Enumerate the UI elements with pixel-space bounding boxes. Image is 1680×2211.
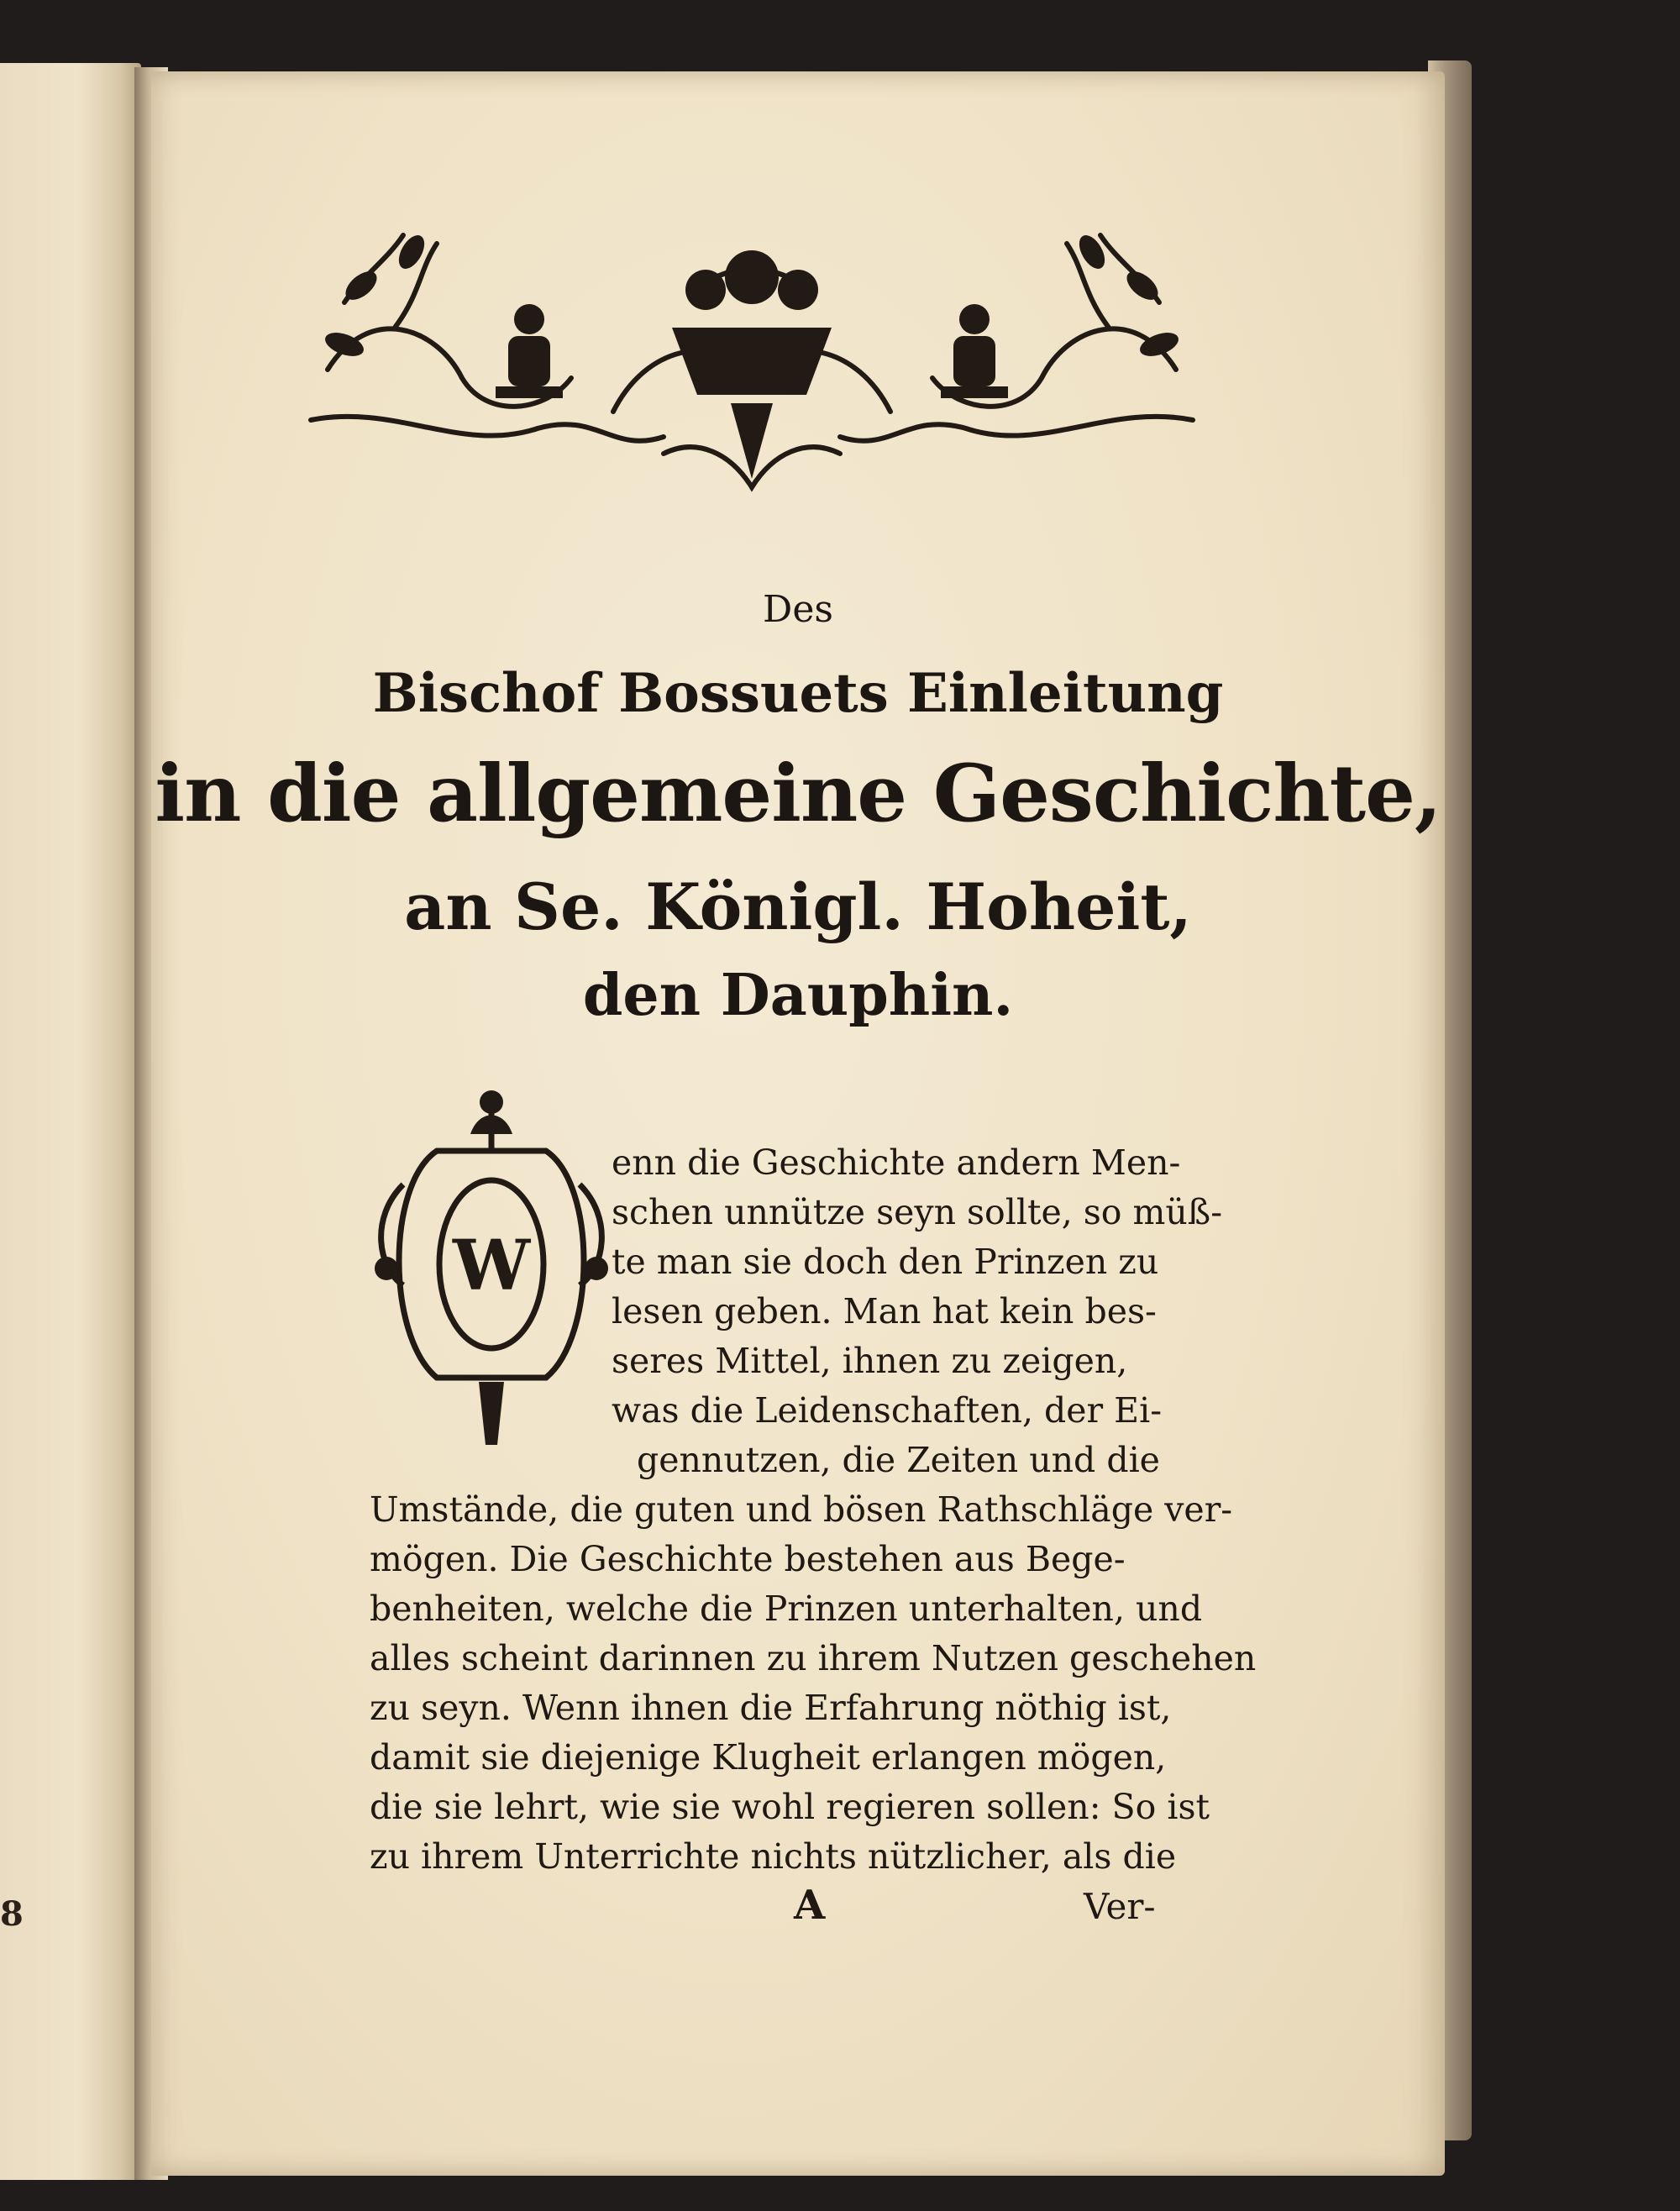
body-line: lesen geben. Man hat kein bes- (612, 1291, 1157, 1331)
left-page-edge (0, 63, 141, 2180)
title-line-2: Bischof Bossuets Einleitung (372, 662, 1224, 725)
catchword: Ver- (1084, 1886, 1156, 1927)
title-line-3: in die allgemeine Geschichte, (155, 748, 1441, 840)
body-line: Umstände, die guten und bösen Rathschläge ver- (370, 1489, 1233, 1530)
left-page-mark: 8 (0, 1894, 24, 1934)
initial-letter: W (452, 1226, 531, 1306)
body-line: die sie lehrt, wie sie wohl regieren sollen: So ist (370, 1787, 1210, 1827)
signature-mark: A (794, 1882, 826, 1929)
body-line: was die Leidenschaften, der Ei- (612, 1390, 1163, 1431)
body-line: damit sie diejenige Klugheit erlangen mögen, (370, 1737, 1167, 1778)
body-line: zu ihrem Unterrichte nichts nützlicher, als die (370, 1836, 1177, 1877)
title-line-5: den Dauphin. (582, 962, 1014, 1029)
body-line: te man sie doch den Prinzen zu (612, 1242, 1159, 1282)
body-line: alles scheint darinnen zu ihrem Nutzen geschehen (370, 1638, 1257, 1678)
title-line-4: an Se. Königl. Hoheit, (404, 869, 1192, 944)
body-line: gennutzen, die Zeiten und die (637, 1440, 1160, 1480)
body-line: mögen. Die Geschichte bestehen aus Bege- (370, 1539, 1126, 1579)
body-line: enn die Geschichte andern Men- (612, 1142, 1181, 1183)
headpiece-ornament (294, 202, 1210, 496)
body-line: zu seyn. Wenn ihnen die Erfahrung nöthig ist, (370, 1688, 1172, 1728)
decorated-initial (370, 1084, 613, 1453)
title-line-1: Des (763, 588, 833, 631)
body-line: schen unnütze seyn sollte, so müß- (612, 1192, 1223, 1232)
body-line: seres Mittel, ihnen zu zeigen, (612, 1341, 1128, 1381)
body-line: benheiten, welche die Prinzen unterhalten, und (370, 1589, 1203, 1629)
